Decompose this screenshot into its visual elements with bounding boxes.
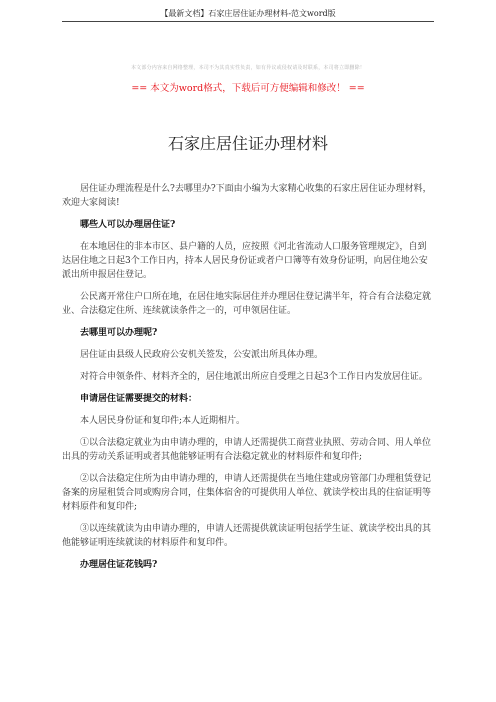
paragraph: 在本地居住的非本市区、县户籍的人员，应按照《河北省流动人口服务管理规定》，自到达居住地之日起3个工作日内，持本人居民身份证或者户口簿等有效身份证明，向居住地公安派出所申报居住登记。 (62, 242, 428, 280)
section-heading: 办理居住证花钱吗? (80, 560, 158, 570)
section-heading: 去哪里可以办理呢? (80, 328, 158, 338)
section-heading: 哪些人可以办理居住证? (80, 220, 176, 230)
header-divider (62, 21, 434, 22)
document-body (62, 182, 434, 572)
paragraph: ②以合法稳定住所为由申请办理的，申请人还需提供在当地住建或房管部门办理租赁登记备案的房屋租赁合同或购房合同，住集体宿舍的可提供用人单位、就读学校出具的住宿证明等材料原件和复印件; (62, 474, 432, 512)
paragraph: 居住证办理流程是什么?去哪里办?下面由小编为大家精心收集的石家庄居住证办理材料，欢迎大家阅读! (62, 184, 432, 208)
paragraph: 对符合申领条件、材料齐全的，居住地派出所应自受理之日起3个工作日内发放居住证。 (80, 372, 428, 382)
disclaimer-text: 本文部分内容来自网络整理，本司不为其真实性负责，如有异议或侵权请及时联系，本司将立即删除！ (130, 65, 365, 71)
paragraph: ①以合法稳定就业为由申请办理的，申请人还需提供工商营业执照、劳动合同、用人单位出具的劳动关系证明或者其他能够证明有合法稳定就业的材料原件和复印件; (62, 438, 432, 462)
paragraph: 公民离开常住户口所在地，在居住地实际居住并办理居住登记满半年，符合有合法稳定就业、合法稳定住所、连续就读条件之一的，可申领居住证。 (62, 292, 432, 316)
paragraph: 居住证由县级人民政府公安机关签发，公安派出所具体办理。 (80, 350, 324, 360)
page-header-title: 【最新文档】石家庄居住证办理材料-范文word版 (160, 9, 336, 18)
document-title: 石家庄居住证办理材料 (167, 134, 328, 153)
word-format-banner: == 本文为word格式，下载后可方便编辑和修改！ == (131, 83, 365, 94)
paragraph: 本人居民身份证和复印件;本人近期相片。 (80, 416, 246, 426)
section-heading: 申请居住证需要提交的材料： (80, 394, 198, 404)
paragraph: ③以连续就读为由申请办理的，申请人还需提供就读证明包括学生证、就读学校出具的其他能够证明连续就读的材料原件和复印件。 (62, 524, 432, 548)
